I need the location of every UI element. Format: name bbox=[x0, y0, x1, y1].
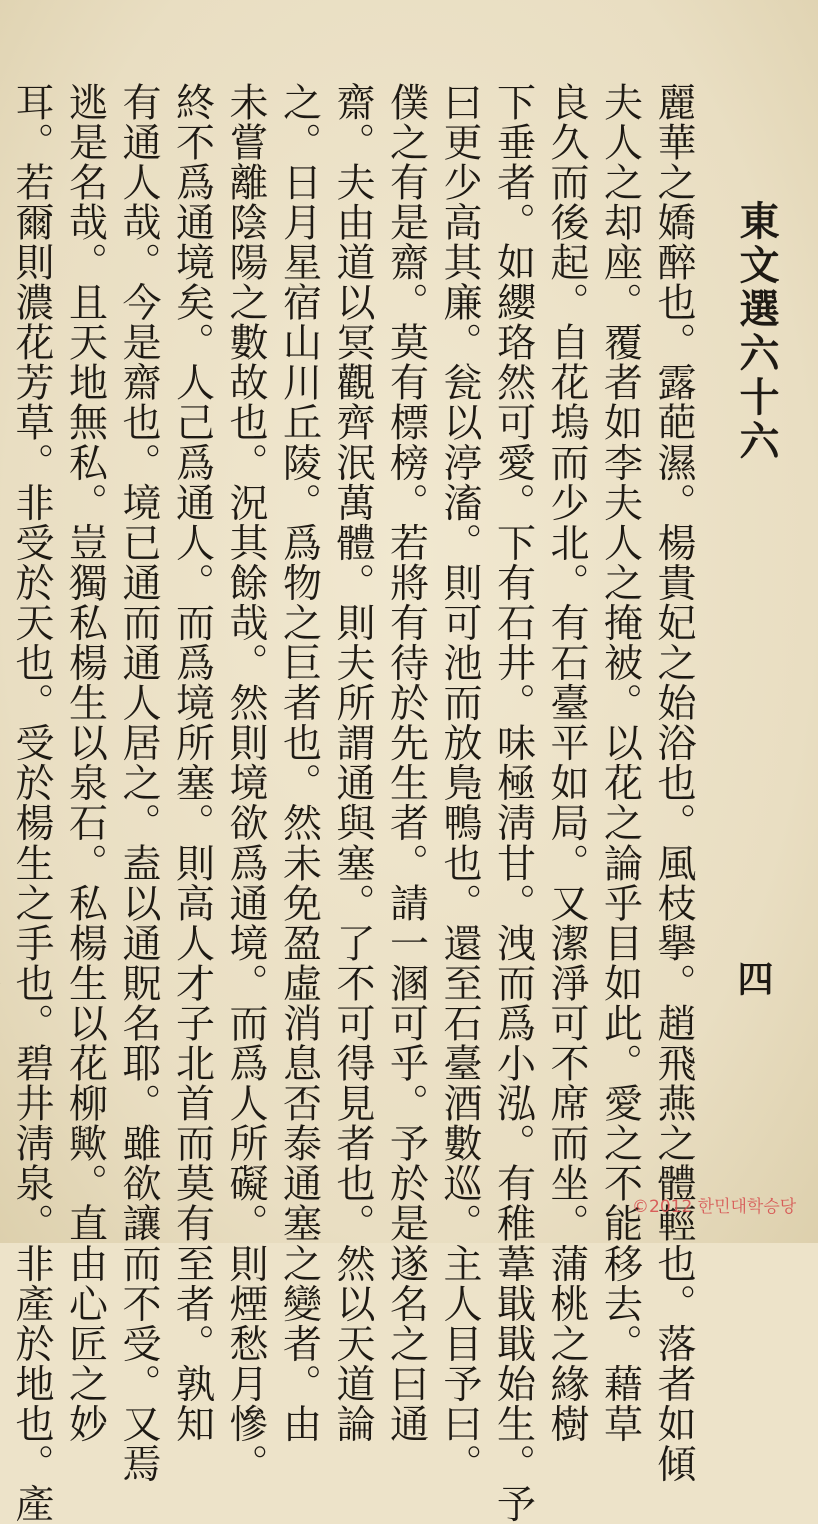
text-column: 良久而後起。自花塢而少北。有石臺平如局。又潔淨可不席而坐。蒲桃之緣樹 bbox=[544, 82, 589, 1444]
body-text bbox=[0, 82, 700, 1524]
text-column: 僕之有是齋。莫有標榜。若將有待於先生者。請一溷可乎。予於是遂名之曰通 bbox=[383, 82, 429, 1444]
text-column: 逃是名哉。且天地無私。豈獨私楊生以泉石。私楊生以花柳歟。直由心匠之妙 bbox=[62, 82, 108, 1444]
text-column: 之。日月星宿山川丘陵。爲物之巨者也。然未免盈虛消息否泰通塞之變者。由 bbox=[276, 82, 322, 1444]
text-column: 齋。夫由道以冥觀齊泯萬體。則夫所謂通與塞。了不可得見者也。然以天道論 bbox=[330, 82, 375, 1444]
page-number: 四 bbox=[732, 960, 774, 996]
text-column: 麗華之嬌醉也。露葩濕。楊貴妃之始浴也。風枝擧。趙飛燕之體輕也。落者如傾 bbox=[651, 82, 696, 1484]
text-column: 曰更少高其廉。瓮以渟滀。則可池而放鳬鴨也。還至石臺酒數巡。主人目予曰。 bbox=[437, 82, 482, 1484]
text-column: 有通人哉。今是齋也。境已通而通人居之。盍以通貺名耶。雖欲讓而不受。又焉 bbox=[116, 82, 161, 1484]
text-column: 耳。若爾則濃花芳草。非受於天也。受於楊生之手也。碧井淸泉。非產於地也。產 bbox=[9, 82, 54, 1524]
text-column: 下垂者。如纓珞然可愛。下有石井。味極淸甘。洩而爲小泓。有稚葦戢戢始生。予 bbox=[490, 82, 536, 1524]
text-column: 夫人之却座。覆者如李夫人之掩被。以花之論乎目如此。愛之不能移去。藉草 bbox=[597, 82, 643, 1444]
copyright-watermark: ©2012 한민대학승당 bbox=[632, 1197, 797, 1217]
running-header: 東文選六十六 bbox=[733, 200, 780, 464]
text-column bbox=[0, 82, 5, 1242]
text-column: 未嘗離陰陽之數故也。況其餘哉。然則境欲爲通境。而爲人所礙。則煙愁月慘。 bbox=[223, 82, 268, 1484]
text-column: 終不爲通境矣。人己爲通人。而爲境所塞。則高人才子北首而莫有至者。孰知 bbox=[169, 82, 215, 1444]
